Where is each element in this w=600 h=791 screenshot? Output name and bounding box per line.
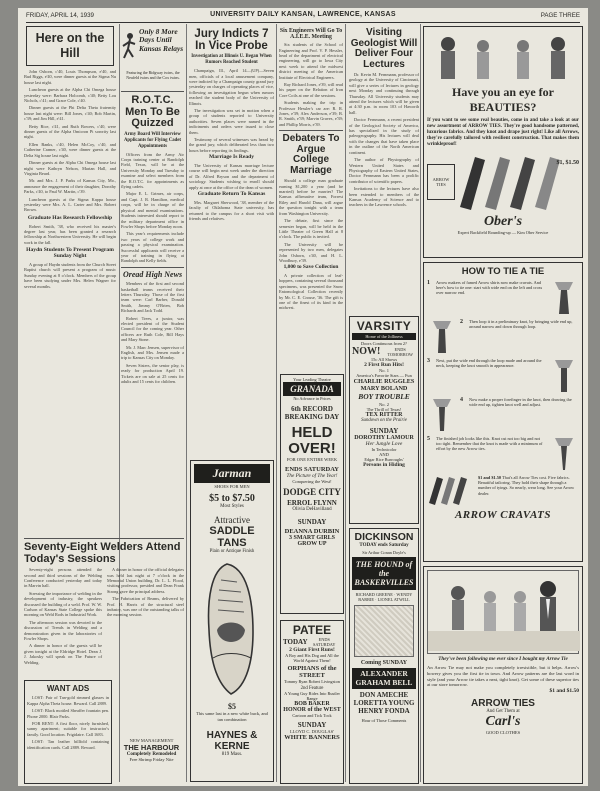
jarman-ad [190, 460, 274, 782]
paragraph: Betty Rice, c'41, and Ruth Bowers, c'40, were dinner guests of the Alpha Omicron Pi sorority last night. [24, 123, 116, 140]
paragraph: Ellen Banks, c'40, Helen McCoy, c'40, and Catherine Cramer, c'40, were dinner guests at the Delta Sig house last night. [24, 141, 116, 158]
paragraph: A group of Haydn students from the Church Street Baptist church will present a program of music Sunday evening at 8 o'clock. Members of the group have been studying under Mrs. Helen Wagner for several months. [24, 261, 116, 289]
paragraph: Robert Trees, a junior, was elected president of the Student Council for the coming year. Other officers are Ruth Cole, Bill Hays and Mary Stone. [121, 315, 184, 343]
patee-film2: BOB BAKER HONOR of the WEST [283, 701, 341, 713]
beauties-price: $1, $1.50 [556, 160, 579, 166]
harbour-name: THE HARBOUR [123, 743, 180, 752]
patee-tag: A Boy and His Dog and All the World Against Them! [285, 653, 339, 663]
varsity-star1: CHARLIE RUGGLES [353, 378, 415, 385]
jarman-foot-price: $5 [228, 702, 236, 711]
dickinson-ad [349, 528, 419, 784]
granada-status: No Advance in Prices [293, 396, 331, 401]
paragraph: Invitations to the lectures have also been extended to members of the Kansas Academy of Science and to teachers in the Lawrence schools. [349, 186, 419, 208]
geologist-headline: Visiting Geologist Will Deliver Four Lectures [350, 27, 418, 70]
granada-record-lines [283, 405, 341, 421]
harbour-line: Free Shrimp Friday Nite [129, 757, 174, 762]
rotc-headline: R.O.T.C. Men To Be Quizzed [125, 94, 180, 130]
how-to-step [427, 436, 579, 472]
engineers-headline: Six Engineers Will Go To A.I.E.E. Meeting [279, 28, 343, 41]
hill-title: Here on the Hill [35, 31, 105, 60]
how-to-step [427, 358, 579, 394]
step-text: The finished job looks like this. Knot cut not too big and not too tight. Remember that the knot is made with a minimum of effort by the new Arrow ties. [436, 436, 543, 452]
jarman-brand: Jarman [194, 464, 270, 483]
granada-star3: DEANNA DURBIN [284, 528, 340, 535]
varsity-name: VARSITY [356, 319, 412, 333]
paragraph: The author of Physiography of Western United States and Physiography of Eastern United States, Doctor Fernmann has been a prolific contributor of scientific papers. [349, 157, 419, 184]
granada-movie2: 3 SMART GIRLS GROW UP [288, 535, 336, 547]
dickinson-stars: RICHARD GREENE · WENDY BARRIE · LIONEL ATWILL [355, 592, 413, 602]
graduate-headline: Graduate Return To Kansas [197, 191, 266, 198]
step-text: Next, put the wide end through the loop made and around the neck, keeping the knot smooth in appearance. [436, 358, 542, 369]
varsity-star2: MARY BOLAND [360, 385, 408, 392]
paragraph: Dinner guests at the Phi Delta Theta fraternity house last night were: Bill Jones, c'40; Bob Martin, c'39; and Jim Hill, e'41. [24, 105, 116, 122]
arrow-cartoon-ad [423, 566, 583, 784]
jarman-most: Most Styles [220, 504, 244, 509]
paragraph: John Osborn, c'40, Louis Thompson, e'40, and Bud Riggs, e'40, were dinner guests at the Sigma Nu house last night. [24, 69, 116, 85]
column-3 [189, 26, 274, 456]
dickinson-coming: Coming SUNDAY [360, 660, 408, 666]
jury-paragraphs [189, 68, 274, 153]
patee-name: PATEE [292, 623, 332, 637]
paragraph: Testimony of several witnesses was heard by the grand jury, which deliberated less than two hours before reporting its findings. [189, 137, 274, 153]
jarman-store: HAYNES & KERNE [206, 730, 258, 752]
cartoon-caption: They've been following me ever since I bought my Arrow Tie [438, 656, 568, 662]
varsity-open: Doors Continuous from 2? [361, 341, 407, 346]
paragraph: Mr. J. Marc Jensen, supervisor of English, and Mrs. Jensen made a trip to Kansas City on Monday. [121, 344, 184, 361]
dickinson-name: DICKINSON [354, 531, 414, 543]
jury-headline: Jury Indicts 7 In Vice Probe [194, 28, 269, 53]
paragraph: Ray Richard Jones, e'39, will read his paper on the Relation of Iron Core Coils at one of the sessions. [279, 82, 343, 98]
patee-extra: Cartoon and Tick Tock [292, 713, 332, 718]
tie-step-icon [549, 436, 579, 472]
paragraph: Stressing the importance of welding in the development of industry, the speakers discussed the building of a weld. Prof. W. W. Carlson of Kansas State College spoke this morning on Weld Rods in Industrial Work. [24, 590, 102, 618]
relays-caption: Featuring the Ridgway twins, the Neufeld twins and the Cox twins. [126, 70, 180, 80]
jarman-foot-line: This same last in a new white buck, and tan combination [196, 711, 268, 722]
relays-box [121, 26, 184, 88]
granada-held-over: HELD OVER! [288, 424, 336, 457]
paragraph: Mrs. Margaret Sherwood, '38, member of the faculty of Oklahoma State university, has returned to the campus for a short visit with friends and relatives. [189, 199, 274, 222]
cartoon-body: An Arrow Tie may not make you completely irresistible, but it helps. Arrow's bowery gives you the first tie in town. And Arrow patterns are the last word in style (and your Arrow tie takes a neat, tight knot). Get some of these superior ties at our store tomorrow. [427, 665, 579, 688]
rotc-subhead: Army Board Will Interview Applicants for Flying Cadet Appointments [123, 131, 182, 149]
column-1 [24, 26, 116, 538]
patee-tag2: A Young Guy Rides Into Rustler Range [284, 691, 340, 701]
varsity-ad [349, 316, 419, 524]
how-to-step [427, 397, 579, 433]
paragraph: The debate, first since the semester began, will be held in the Little Theater of Green Hall at 8 o'clock. The public is invited. [279, 218, 343, 240]
paragraph: Luncheon guests at the Sigma Kappa house yesterday were Mrs. A. L. Carter and Mrs. Robert Brown. [24, 196, 116, 213]
paragraph: Dr. Kevin M. Fernmann, professor of geology at the University of Cincinnati, will give a series of lectures in geology next Monday and continuing through Thursday. All University students may attend the lectures which will be given at 4:30 p.m. in room 103 of Haworth hall. [349, 72, 419, 115]
ad-line: BREAKING DAY [284, 413, 340, 421]
jarman-sub: SHOES FOR MEN [214, 484, 250, 489]
welders-headline: Seventy-Eight Welders Attend Today's Sessions [24, 541, 181, 565]
debaters-headline: Debaters To Argue College Marriage [282, 133, 340, 176]
tie-step-icon [549, 280, 579, 316]
column-5 [349, 26, 419, 316]
varsity-movie3: Persons in Hiding [363, 462, 405, 468]
tie-step-icon [427, 319, 457, 355]
varsity-n2: No. 2 [379, 402, 389, 407]
paragraph: Doctor Fernmann, a recent president of the Geological Society of America, has specialized in the study of paleogeography. His lectures will deal with the changes that have taken place in the outline of the North American continent. [349, 117, 419, 155]
how-to-steps [427, 280, 579, 472]
harbour-tag: NEW MANAGEMENT [129, 738, 174, 743]
obers-store: Ober's [483, 214, 523, 229]
tie-rack-illustration [455, 152, 565, 212]
patee-hits: 2 Giant First Runs! [289, 647, 335, 653]
step-text: Now make a proper forefinger in the knot, then drawing the wide end up, tighten knot well and adjust. [469, 397, 572, 408]
paragraph: A dinner in honor of the official delegates was held last night at 7 o'clock in the Memorial Union building. Dr. L. L. Flood, visiting professor, presided and Dean Frank Strong gave the principal address. [107, 567, 184, 594]
varsity-ends: ENDS TOMORROW [387, 346, 413, 357]
paragraph: A dinner in honor of the guests will be given tonight at the Eldridge Hotel. Dean J. J. Jakosky will speak on The Future of Welding. [24, 643, 102, 665]
paragraph: The afternoon session was devoted to the discussion of Trends in Welding and a demonstration given in the laboratories of Fowler Shops. [24, 619, 102, 641]
varsity-n1: No. 1 [379, 368, 389, 373]
paragraph: FOR RENT: A first floor, nicely furnished, sunny apartment; suitable for instructor's family. Good location. Frigidaire. Call 1683. [27, 721, 109, 737]
arrow-beauties-ad [423, 26, 583, 258]
paragraph: Mr. and Mrs. J. P. Parks of Kansas City, Mo., announce the engagement of their daughter, Dorothy Parks, c'40, to Paul W. Martin, c'39. [24, 178, 116, 195]
welders-paragraphs [24, 567, 102, 667]
how-to-tie-ad [423, 262, 583, 562]
step-number: 2 [460, 319, 463, 325]
patee-ends: ENDS SATURDAY [312, 637, 336, 647]
varsity-now: NOW! [352, 346, 381, 357]
varsity-film2: The Thrill of Texas! [366, 407, 402, 412]
collection-headline: 1,000 to Save Collection [283, 264, 339, 271]
paragraph: Champaign, Ill., April 14—(UP)—Seven men, officials of a local amusement company, were indicted by a Champaign county grand jury yesterday on charges of operating places of vice, following an investigation begun when rumors reached the student body of the University of Illinois. [189, 68, 274, 106]
varsity-film4: Sundown on the Prairie [361, 418, 407, 423]
dickinson-today: TODAY ends Saturday [359, 543, 409, 548]
beauties-body: If you want to see some real beauties, come in and take a look at our new assortment of ARROW TIES. They're good handsome patterned, luxurious fabrics. And they knot and drape just right! Like all Arrows, they're carefully tailored with resilient construction. That makes them wrinkleproof! [427, 118, 579, 147]
masthead [26, 10, 580, 23]
want-ads [24, 680, 112, 784]
welders-story [24, 538, 184, 678]
paragraph: The Fabrication of Beams, delivered by Prof. H. Harris of the structural steel industry, was one of the outstanding talks of the morning session. [107, 596, 184, 618]
paragraph: LOST: Tan leather billfold containing identification cards. Call 2889. Reward. [27, 739, 109, 750]
granada-ends: ENDS SATURDAY [285, 466, 339, 473]
step-text: Then loop it in a preliminary knot, by bringing wide end up, around narrow and down through loop. [469, 319, 573, 330]
varsity-film3: TEX RITTER [365, 412, 403, 418]
haydn-headline: Haydn Students To Present Program Sunday Night [26, 247, 114, 260]
varsity-tag: Home of the Jolliness [352, 333, 416, 340]
paragraph: Seventy-eight persons attended the second and third sessions of the Welding Conference conducted yesterday and today in Marvin hall. [24, 567, 102, 589]
varsity-star3: DOROTHY LAMOUR [354, 435, 414, 441]
patee-film1: ORPHANS of the STREET [287, 665, 337, 679]
granada-name: GRANADA [283, 382, 341, 396]
jarman-detail: Plain or Antique Finish [209, 549, 255, 554]
newspaper-title: UNIVERSITY DAILY KANSAN, LAWRENCE, KANSAS [210, 11, 396, 18]
oread-headline: Oread High News [122, 269, 183, 279]
harbour-sub: Completely Remodeled [126, 752, 177, 757]
beauties-illustration [427, 30, 579, 82]
graduate-paragraphs [189, 200, 274, 222]
cartoon-get: And Get Them at [486, 709, 520, 715]
howto-price: $1 and $1.50 [478, 475, 502, 480]
jarman-price: $5 to $7.50 [209, 493, 255, 504]
how-to-step [427, 280, 579, 316]
paragraph: Students making the trip in Professor Hessler's car are: R. R. Jones, e'39; Alex Anderson, e'39; B. R. Smith, e'39; Marvin Graves, e'39; and Phillip Morris, e'39. [279, 100, 343, 127]
dickinson-star4: HENRY FONDA [358, 707, 410, 715]
patee-second: 2nd Feature [300, 686, 324, 691]
jury-subhead: Investigation at Illinois U. Began When Rumors Reached Student [191, 54, 272, 66]
dickinson-tag: Sir Arthur Conan Doyle's [362, 550, 406, 555]
granada-sunday: SUNDAY [297, 518, 327, 526]
paragraph: The investigation was set in motion when a group of students reported to University authorities. Seven places were named in the indictments and orders were issued to close them. [189, 107, 274, 135]
page-number: PAGE THREE [540, 12, 580, 19]
patee-star3: LLOYD C. DOUGLAS' [290, 729, 334, 734]
paragraph: Luncheon guests at the Alpha Chi Omega house yesterday were: Barbara Holcomb, c'40; Betty Lou Nichols, c'41; and Grace Cole, c'40. [24, 87, 116, 104]
dickinson-illustration [354, 605, 414, 657]
paragraph: Six students of the School of Engineering and Prof. V. P. Hessler, head of the department of electrical engineering, will go to Iowa City next week to attend the midwest district meeting of the American Institute of Electrical Engineers. [279, 42, 343, 80]
debaters-paragraphs [279, 178, 343, 263]
varsity-extra: In Technicolor [371, 447, 397, 452]
granada-star2: Olivia DeHavilland [292, 507, 332, 512]
paragraph: Robert Smith, '38, who received his master's degree last year, has been granted a research fellowship at Northwestern University. He will begin work in the fall. [24, 223, 116, 245]
dickinson-star3: LORETTA YOUNG [353, 699, 415, 707]
issue-date: FRIDAY, APRIL 14, 1939 [26, 12, 94, 19]
step-number: 4 [460, 397, 463, 403]
column-4 [279, 26, 343, 371]
cartoon-illustration [427, 570, 579, 654]
varsity-film1: America's Favorite Stars — Fun [356, 373, 412, 378]
step-number: 3 [427, 358, 430, 364]
varsity-hits: 2 First Run Hits! [364, 362, 404, 368]
how-to-step [427, 319, 579, 355]
granada-movie: DODGE CITY [283, 487, 341, 497]
granada-tag: Your Leading Theatre [293, 377, 331, 382]
rotc-paragraphs [121, 152, 184, 264]
carls-sub: GOOD CLOTHES [485, 730, 521, 736]
research-headline: Graduate Has Research Fellowship [27, 214, 113, 221]
jarman-saddle: SADDLE TANS [209, 525, 255, 549]
paragraph: Major E. L. Grimes, air corps, and Capt. J. R. Hamilton, medical corps, will be in charge of the physical and mental examinations. Students interested should report to the military department office in Fowler Shops before Monday noon. [121, 191, 184, 229]
step-text: Arrow makers of famed Arrow shirts now make cravats. And here's how to tie one: start with wide end on the left and cross over narrow end. [436, 280, 543, 296]
beauties-headline: Have you an eye for BEAUTIES? [452, 85, 554, 114]
paragraph: Dinner guests at the Alpha Chi Omega house last night were Kathryn Nelson, Marian Hall, and Virginia Beard. [24, 160, 116, 176]
granada-picture: The Picture of The Year! [286, 473, 338, 479]
paragraph: Members of the first and second basketball teams received their letters Thursday. Those of the first team were: Carl Barber, Donald Smith, Jimmy O'Brien, Bob Richards and Jack Todd. [121, 281, 184, 314]
patee-star1: Tommy Ryan Robert Livingston [284, 679, 340, 684]
varsity-edgar: Edgar Rice Burroughs' [364, 457, 404, 462]
step-number: 5 [427, 436, 430, 442]
haydn-paragraphs [24, 262, 116, 289]
dickinson-star2: DON AMECHE [359, 691, 409, 699]
arrow-tie-label: ARROW TIES [427, 164, 455, 200]
relays-countdown: Only 8 More Days Until Kansas Relays [139, 27, 184, 53]
patee-film3: WHITE BANNERS [284, 734, 340, 741]
paragraph: Should a college man graduate earning $1,200 a year (and be married) before he marries? The Kansas affirmative team, Forrest Riley and Harold Dana, will argue the question tonight with a team from Washington University. [279, 178, 343, 216]
varsity-sunday: SUNDAY [369, 427, 399, 435]
step-number: 1 [427, 280, 430, 286]
obers-tag: Expert Backfield Rounding-up — Kim Ober Service [457, 230, 549, 235]
paragraph: The University will be represented by two men, delegates John Osborn, c'40, and H. L. Woodbury, e'39. [279, 241, 343, 263]
ad-line: 6th RECORD [291, 405, 333, 413]
granada-star1: ERROL FLYNN [287, 499, 337, 507]
paragraph: This year's requirements include two years of college work and passing a physical examination. Successful applicants will receive a year of training in flying at Randolph and Kelly fields. [121, 231, 184, 264]
arrow-cravats-banner: ARROW CRAVATS [454, 509, 552, 521]
newspaper-page [18, 8, 588, 786]
marriage-paragraphs [189, 163, 274, 190]
dickinson-movie: THE HOUND of the BASKERVILLES [352, 557, 416, 590]
paragraph: Officers from the Army Air Corps training center at Randolph Field, Texas, will be at the University Monday and Tuesday to examine and select members from the R.O.T.C. for appointments as flying cadets. [121, 151, 184, 190]
tie-stack-icon [427, 475, 475, 505]
varsity-price: 15c All Shows [370, 357, 398, 362]
research-paragraphs [24, 224, 116, 246]
oread-paragraphs [121, 281, 184, 384]
patee-sunday: SUNDAY [297, 721, 327, 729]
marriage-headline: Marriage Is Ready [208, 154, 255, 161]
welders-paragraphs-b [107, 567, 184, 667]
jarman-attractive: Attractive [214, 515, 250, 525]
column-2 [121, 26, 184, 538]
granada-conquer: Conquering the West! [292, 479, 332, 484]
paragraph: The University of Kansas marriage lecture course will begin next week under the direction of Dr. Alfred Bryson and the department of sociology. Students wishing to enroll should apply at once at the office of the dean of women. [189, 163, 274, 190]
carls-store: Carl's [485, 714, 521, 730]
jarman-address: 819 Mass. [221, 752, 243, 757]
cartoon-price: $1 and $1.50 [549, 688, 579, 695]
granada-ad [280, 374, 344, 614]
want-ads-title: WANT ADS [46, 684, 90, 693]
tie-step-icon [549, 358, 579, 394]
paragraph: A private collection of leaf-hoppers, containing several thousand specimens, was presented the Snow Entomological Collection recently by Mr. C. E. Crouse, '36. The gift is one of the finest of its kind in the midwest. [279, 273, 343, 311]
want-ads-list [27, 695, 109, 750]
paragraph: LOST: Black mottled Sheaffer fountain pen. Phone 2000. Blair Parks. [27, 708, 109, 719]
how-to-tie-title: HOW TO TIE A TIE [461, 266, 545, 277]
geologist-paragraphs [349, 72, 419, 208]
engineers-paragraphs [279, 42, 343, 127]
dickinson-star1: ALEXANDER GRAHAM BELL [352, 668, 416, 689]
howto-price-text: That's all Arrow Ties cost. Five fabrics. Beautiful tailoring. They hold their shape through a number of tyings. So nearly, wear long. See your Arrow dealer. [478, 475, 575, 496]
varsity-movie1: BOY TROUBLE [358, 392, 410, 401]
granada-extra: FOR ONE ENTIRE WEEK [286, 457, 338, 462]
collection-paragraphs [279, 273, 343, 311]
dickinson-note: Hour of Those Comments [361, 718, 407, 723]
hill-paragraphs [24, 69, 116, 213]
varsity-and: AND [379, 452, 389, 457]
harbour-ad [119, 738, 184, 784]
patee-ad [280, 620, 344, 784]
tie-step-icon [427, 397, 457, 433]
patee-today: TODAY [283, 638, 308, 646]
here-on-the-hill-heading [26, 26, 114, 66]
shoe-illustration [197, 560, 267, 700]
paragraph: LOST: Pair of Tan-gold rimmed glasses in Kappa Alpha Theta house. Reward. Call 2889. [27, 695, 109, 706]
cartoon-label: ARROW TIES [471, 698, 535, 710]
runner-icon [121, 32, 137, 62]
varsity-movie2: Her Jungle Love [365, 441, 403, 447]
paragraph: Seven Sisters, the senior play, is ready for production April 19. Tickets are on sale at 25 cents for adults and 15 cents for children. [121, 362, 184, 385]
